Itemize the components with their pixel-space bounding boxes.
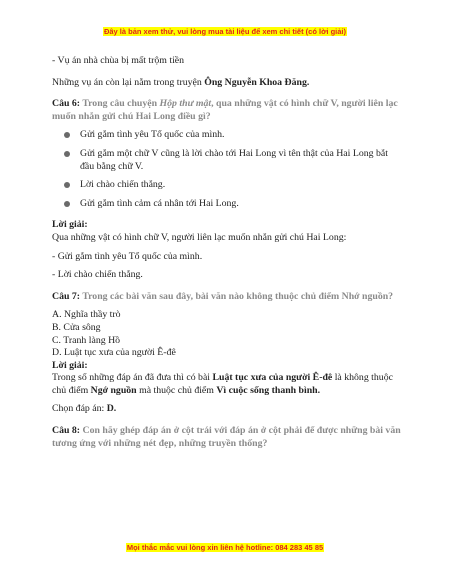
question-7-options (52, 309, 404, 359)
paragraph: Những vụ án còn lại nằm trong truyện Ông Nguyễn Khoa Đăng. (52, 76, 310, 88)
bullet-icon (64, 182, 70, 188)
bullet-icon (64, 201, 70, 207)
bullet-icon (64, 132, 70, 138)
bullet-icon (64, 151, 70, 157)
solution-text: - Gửi gắm tình yêu Tổ quốc của mình. (52, 250, 203, 262)
document-body (52, 55, 404, 450)
list-item: Gửi gắm tình yêu Tổ quốc của mình. (52, 129, 404, 142)
question-6-options (52, 129, 404, 210)
question-7: Câu 7: Trong các bài văn sau đây, bài văn nào không thuộc chủ điểm Nhớ nguồn? (52, 290, 394, 302)
hotline-banner: Mọi thắc mắc vui lòng xin liên hệ hotline: 084 283 45 85 (126, 543, 324, 552)
list-item: A. Nghĩa thầy trò (52, 309, 121, 321)
question-6: Câu 6: Trong câu chuyện Hộp thư mật, qua những vật có hình chữ V, người liên lạc muốn nhắn gửi chú Hai Long điều gì? (52, 98, 398, 122)
answer-line: Chọn đáp án: D. (52, 403, 117, 415)
list-item: Lời chào chiến thắng. (52, 179, 404, 192)
solution-text: - Lời chào chiến thắng. (52, 269, 143, 281)
solution-text: Trong số những đáp án đã đưa thì có bài Luật tục xưa của người Ê-đê là không thuộc chủ điểm Ngớ nguồn mà thuộc chủ điểm Vì cuộc sống thanh bình. (52, 372, 393, 396)
preview-banner: Đây là bản xem thử, vui lòng mua tài liệu để xem chi tiết (có lời giải) (103, 27, 347, 36)
list-item: Gửi gắm một chữ V cũng là lời chào tới Hai Long vì tên thật của Hai Long bắt đầu bằng chữ V. (52, 148, 404, 173)
list-item: Gửi gắm tình cảm cá nhân tới Hai Long. (52, 198, 404, 211)
solution-label: Lời giải: (52, 359, 88, 371)
list-item: C. Tranh làng Hồ (52, 334, 121, 346)
list-item: B. Cửa sông (52, 321, 101, 333)
solution-label: Lời giải: (52, 219, 88, 231)
list-item: D. Luật tục xưa của người Ê-đê (52, 347, 176, 359)
solution-text: Qua những vật có hình chữ V, người liên lạc muốn nhắn gửi chú Hai Long: (52, 231, 347, 243)
paragraph: - Vụ án nhà chùa bị mất trộm tiền (52, 55, 185, 66)
question-8: Câu 8: Con hãy ghép đáp án ở cột trái với đáp án ở cột phải để được những bài văn tương ứng với những nét đẹp, những truyền thống? (52, 425, 401, 449)
